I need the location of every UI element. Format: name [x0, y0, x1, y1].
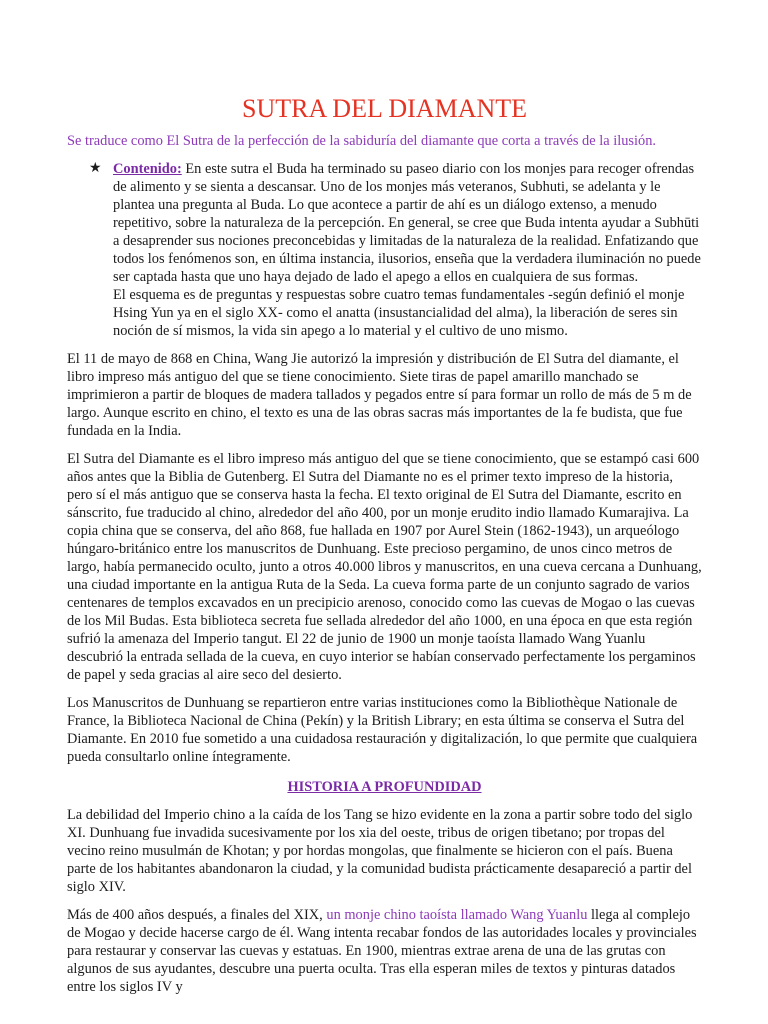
paragraph-5 — [67, 906, 702, 996]
bullet-text-2: El esquema es de preguntas y respuestas sobre cuatro temas fundamentales -según definió el monje Hsing Yun ya en el siglo XX- como el anatta (insustancialidad del alma), la liberación de seres sin noción de sí mismos, la vida sin apego a lo material y el cultivo de uno mismo. — [113, 287, 685, 339]
bullet-text-1: En este sutra el Buda ha terminado su paseo diario con los monjes para recoger ofrendas de alimento y se sienta a descansar. Uno de los monjes más veteranos, Subhuti, se adelanta y le plantea una pregunta al Buda. Lo que acontece a partir de ahí es un diálogo extenso, a menudo repetitivo, sobre la naturaleza de la percepción. En general, se cree que Buda intenta ayudar a Subhūti a desaprender sus nociones preconcebidas y limitadas de la naturaleza de la realidad. Enfatizando que todos los fenómenos son, en última instancia, ilusorios, enseña que la verdadera iluminación no puede ser captada hasta que uno haya dejado de lado el apego a ellos en cualquiera de sus formas. — [113, 161, 701, 285]
star-icon: ★ — [89, 161, 102, 176]
section-heading[interactable]: HISTORIA A PROFUNDIDAD — [287, 779, 482, 795]
subtitle: Se traduce como El Sutra de la perfección de la sabiduría del diamante que corta a través de la ilusión. — [67, 133, 656, 149]
paragraph-2: El Sutra del Diamante es el libro impreso más antiguo del que se tiene conocimiento, que se estampó casi 600 años antes que la Biblia de Gutenberg. El Sutra del Diamante no es el primer texto impreso de la historia, pero sí el más antiguo que se conserva hasta la fecha. El texto original de El Sutra del Diamante, escrito en sánscrito, fue traducido al chino, alrededor del año 400, por un monje erudito indio llamado Kumarajiva. La copia china que se conserva, del año 868, fue hallada en 1907 por Aurel Stein (1862-1943), un arqueólogo húngaro-británico entre los manuscritos de Dunhuang. Este precioso pergamino, de unos cinco metros de largo, había permanecido oculto, junto a otros 40.000 libros y manuscritos, en una cueva cercana a Dunhuang, una ciudad importante en la antigua Ruta de la Seda. La cueva forma parte de un conjunto sagrado de varios centenares de templos excavados en un precipicio arenoso, conocido como las cuevas de Mogao o las cuevas de los Mil Budas. Esta biblioteca secreta fue sellada alrededor del año 1000, en una época en que esta región sufrió la amenaza del Imperio tangut. El 22 de junio de 1900 un monje taoísta llamado Wang Yuanlu descubrió la entrada sellada de la cueva, en cuyo interior se habían conservado perfectamente los pergaminos de papel y seda gracias al aire seco del desierto. — [67, 451, 702, 683]
content-bullet — [67, 160, 702, 340]
page-title: SUTRA DEL DIAMANTE — [241, 94, 528, 123]
paragraph-5-text-before: Más de 400 años después, a finales del XIX, — [67, 907, 327, 923]
wang-yuanlu-link[interactable]: un monje chino taoísta llamado Wang Yuanlu — [326, 907, 588, 923]
content-label: Contenido: — [113, 161, 182, 177]
paragraph-5-text-after: llega al complejo de Mogao y decide hacerse cargo de él. Wang intenta recabar fondos de las autoridades locales y provinciales para restaurar y conservar las cuevas y estatuas. En 1900, mientras extrae arena de una de las grutas con algunos de sus ayudantes, descubre una puerta oculta. Tras ella esperan miles de textos y pinturas datados entre los siglos IV y — [67, 907, 697, 995]
paragraph-1: El 11 de mayo de 868 en China, Wang Jie autorizó la impresión y distribución de El Sutra del diamante, el libro impreso más antiguo del que se tiene conocimiento. Siete tiras de papel amarillo manchado se imprimieron a partir de bloques de madera tallados y pegados entre sí para formar un rollo de más de 5 m de largo. Aunque escrito en chino, el texto es una de las obras sacras más importantes de la fe budista, que fue fundada en la India. — [67, 351, 692, 439]
paragraph-4: La debilidad del Imperio chino a la caída de los Tang se hizo evidente en la zona a partir sobre todo del siglo XI. Dunhuang fue invadida sucesivamente por los xia del oeste, tribus de origen tibetano; por tropas del vecino reino musulmán de Khotan; y por hordas mongolas, que finalmente se hicieron con el país. Buena parte de los habitantes abandonaron la ciudad, y la comunidad budista prácticamente desapareció a partir del siglo XIV. — [67, 807, 693, 895]
paragraph-3: Los Manuscritos de Dunhuang se repartieron entre varias instituciones como la Bibliothèque Nationale de France, la Biblioteca Nacional de China (Pekín) y la British Library; en esta última se conserva el Sutra del Diamante. En 2010 fue sometido a una cuidadosa restauración y digitalización, lo que permite que cualquiera pueda consultarlo online íntegramente. — [67, 695, 698, 765]
bullet-paragraph-1 — [113, 160, 702, 286]
